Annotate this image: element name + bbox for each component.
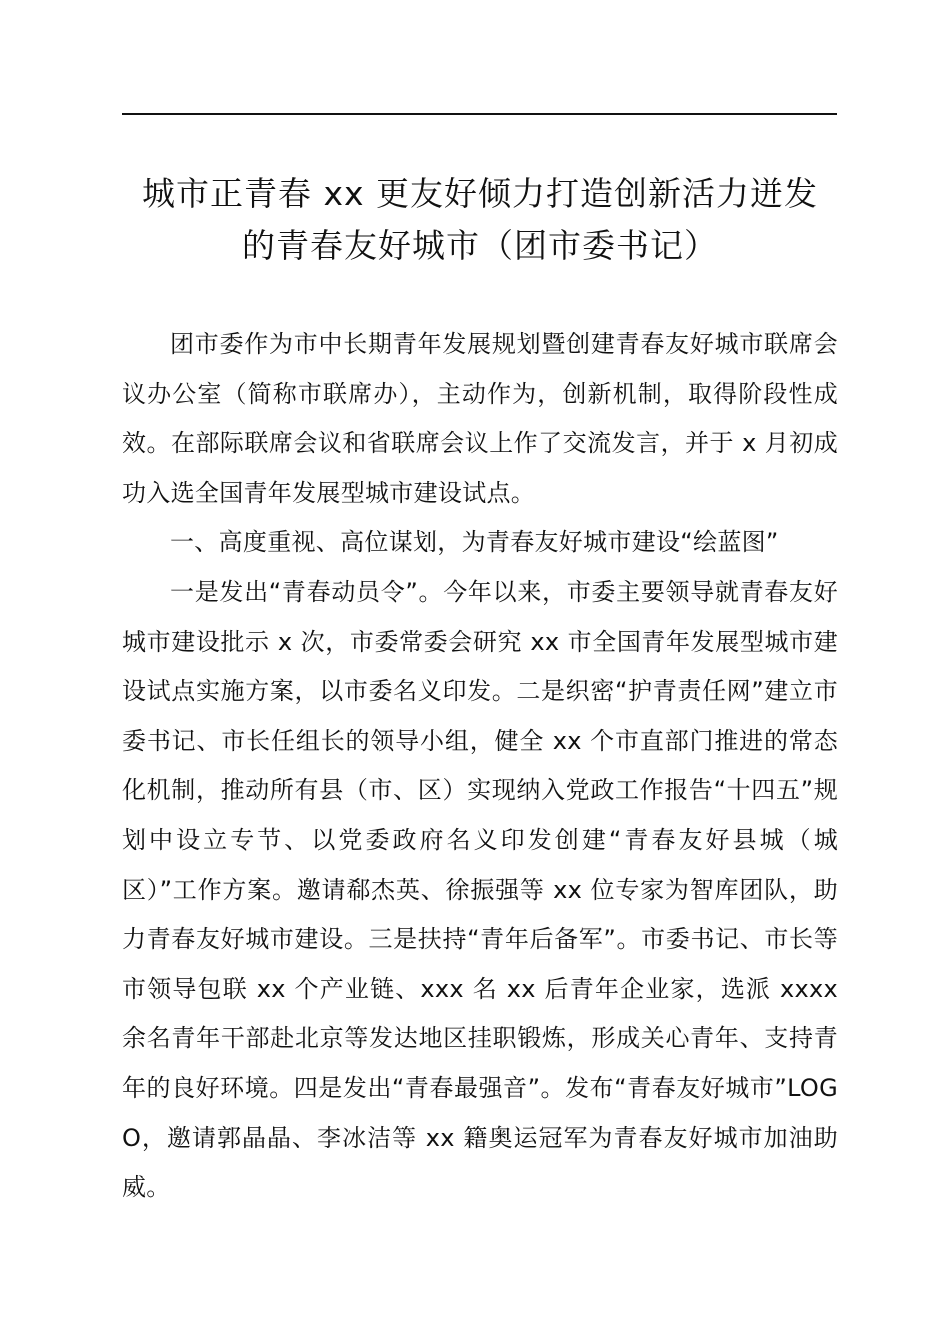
- header-rule: [122, 113, 837, 115]
- section-paragraph: 一是发出“青春动员令”。今年以来，市委主要领导就青春友好城市建设批示 x 次，市委常委会研究 xx 市全国青年发展型城市建设试点实施方案，以市委名义印发。二是织密“护青责任网”建立市委书记、市长任组长的领导小组，健全 xx 个市直部门推进的常态化机制，推动所有县（市、区）实现纳入党政工作报告“十四五”规划中设立专节、以党委政府名义印发创建“青春友好县城（城区）”工作方案。邀请郗杰英、徐振强等 xx 位专家为智库团队，助力青春友好城市建设。三是扶持“青年后备军”。市委书记、市长等市领导包联 xx 个产业链、xxx 名 xx 后青年企业家，选派 xxxx 余名青年干部赴北京等发达地区挂职锻炼，形成关心青年、支持青年的良好环境。四是发出“青春最强音”。发布“青春友好城市”LOGO，邀请郭晶晶、李冰洁等 xx 籍奥运冠军为青春友好城市加油助威。: [122, 577, 838, 1202]
- section-heading: 一、高度重视、高位谋划，为青春友好城市建设“绘蓝图”: [170, 528, 779, 557]
- intro-paragraph: 团市委作为市中长期青年发展规划暨创建青春友好城市联席会议办公室（简称市联席办），主动作为，创新机制，取得阶段性成效。在部际联席会议和省联席会议上作了交流发言，并于 x 月初成功入选全国青年发展型城市建设试点。: [122, 330, 838, 507]
- document-title: [100, 168, 860, 272]
- title-line-1: 城市正青春 xx 更友好倾力打造创新活力迸发: [141, 174, 819, 213]
- title-line-2: 的青春友好城市（团市委书记）: [242, 226, 718, 265]
- document-body: [122, 320, 838, 1213]
